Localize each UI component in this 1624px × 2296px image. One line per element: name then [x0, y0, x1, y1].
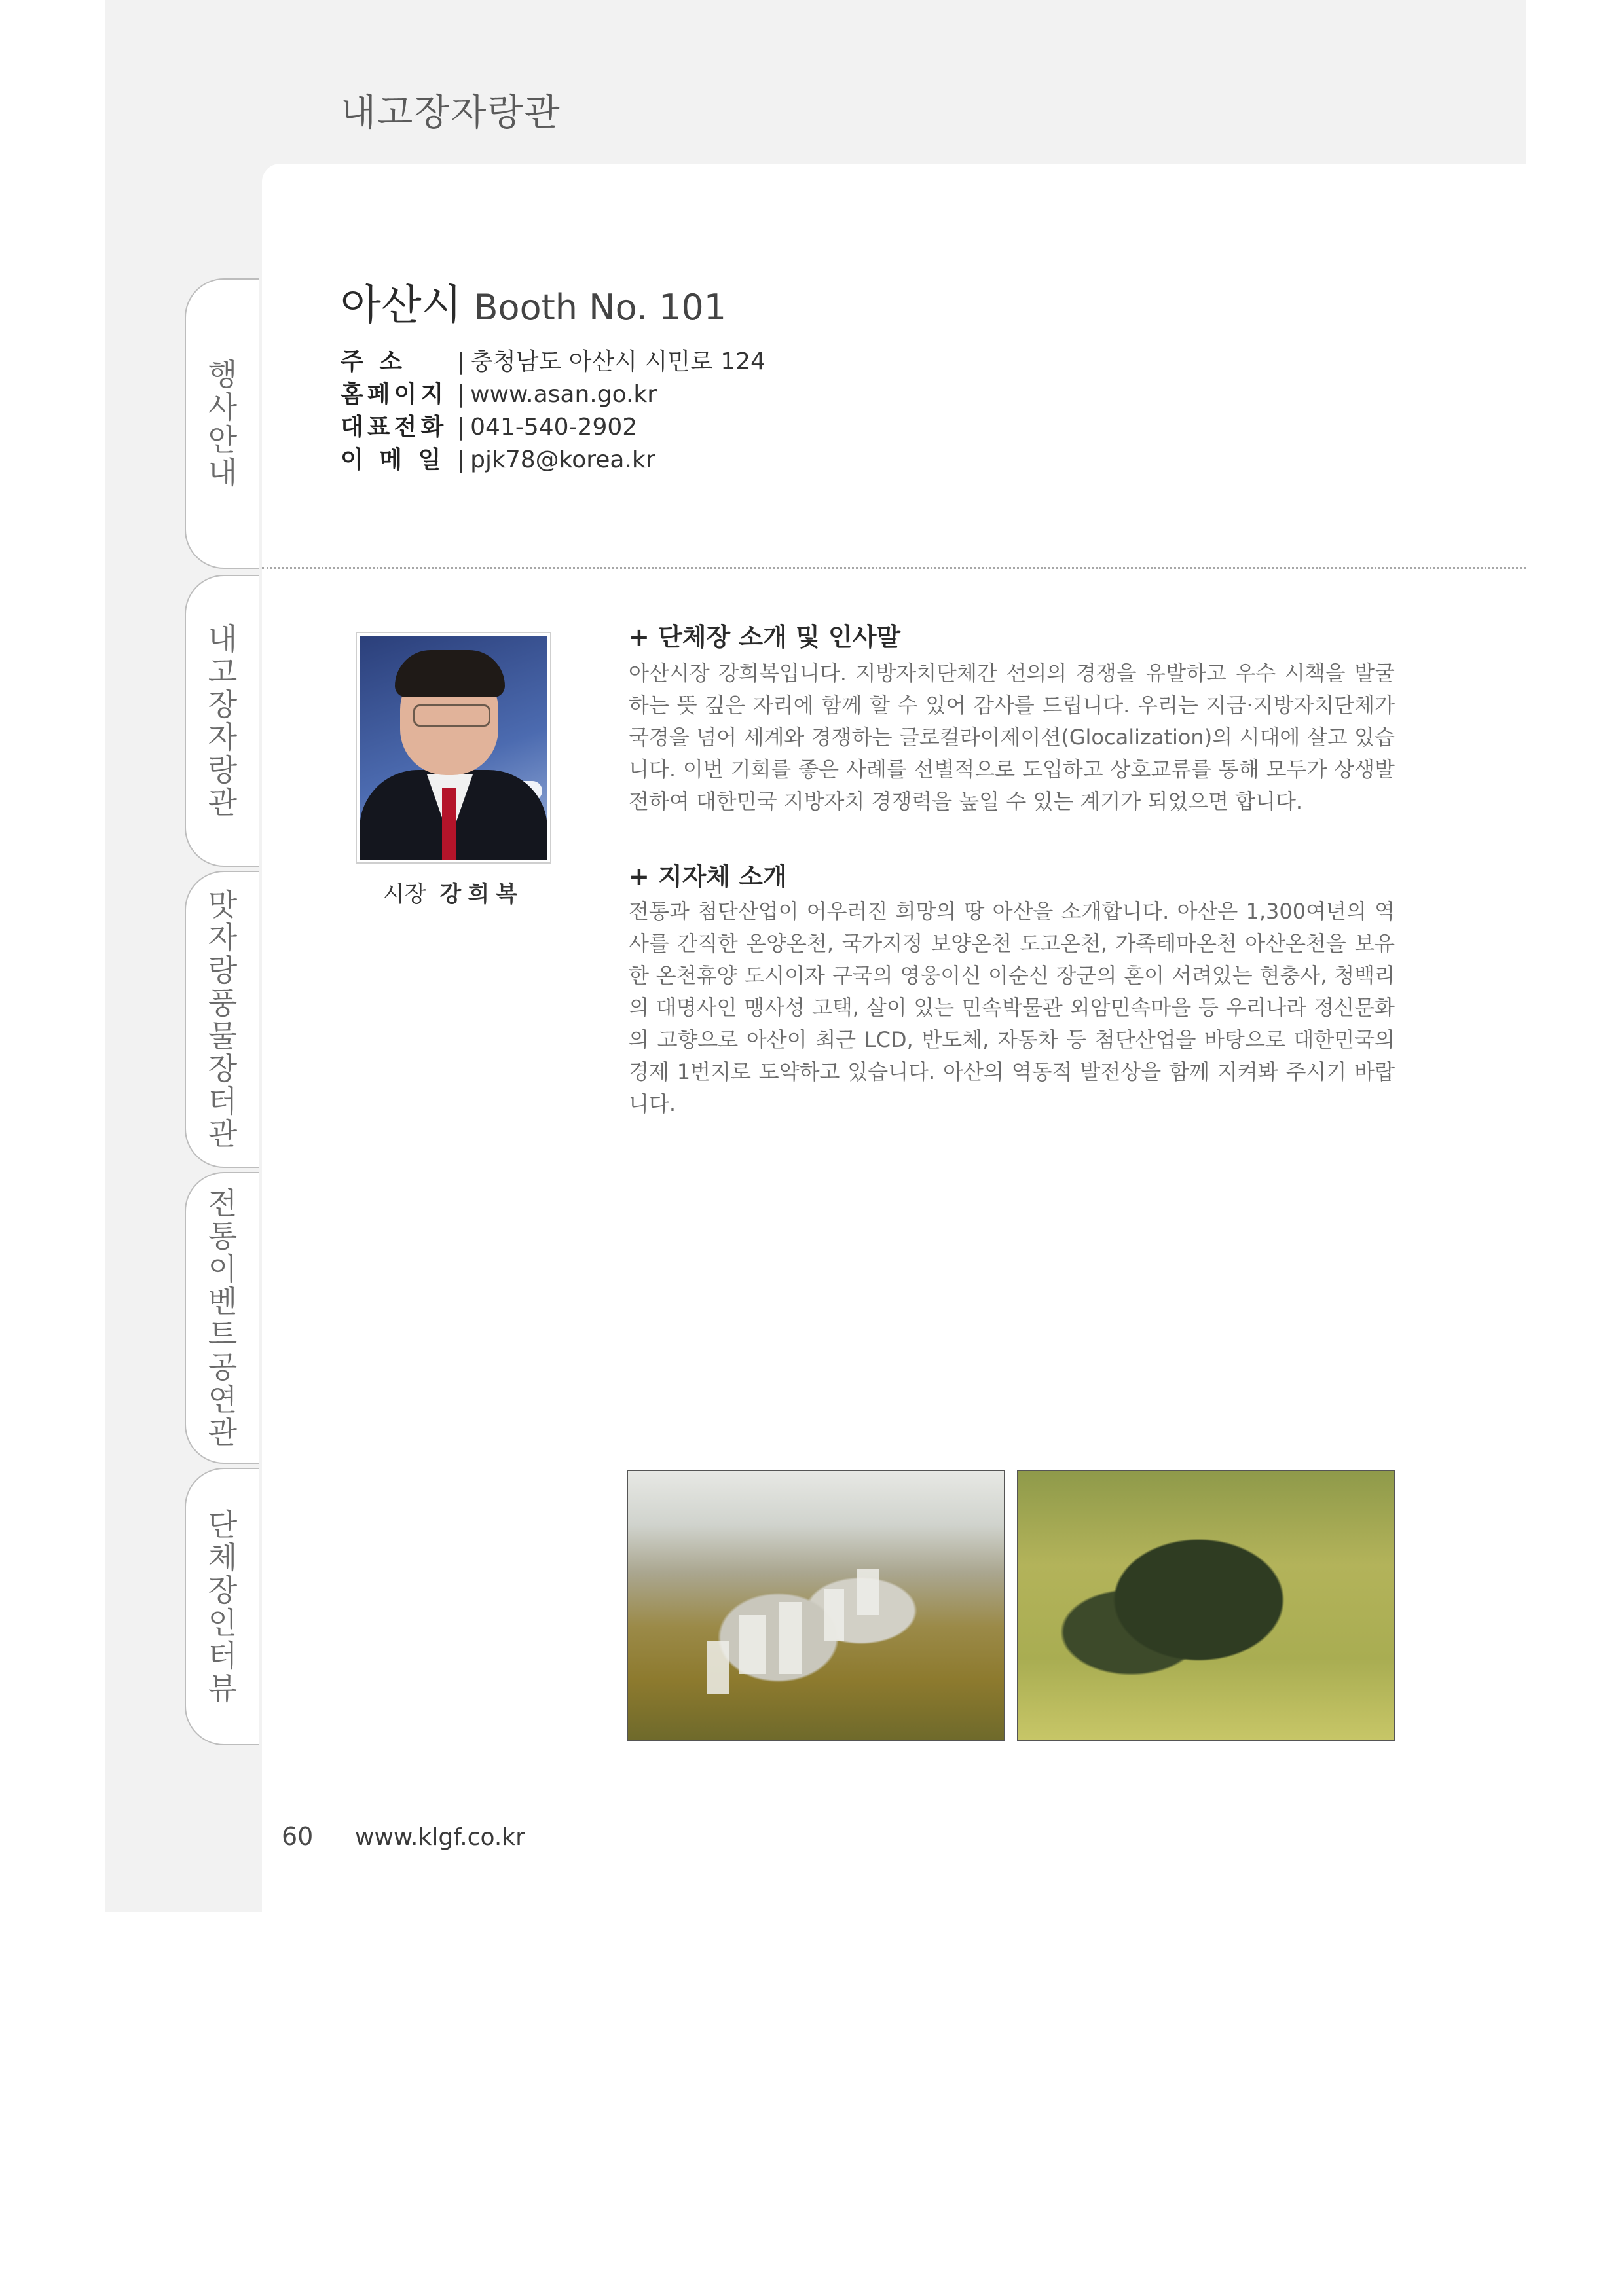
aerial-photo-folk-village	[1017, 1470, 1395, 1741]
tab-label	[208, 888, 237, 1150]
tab-label-char: 자	[208, 720, 238, 755]
phone-value: 041-540-2902	[470, 414, 638, 441]
mayor-title: 시장	[382, 881, 426, 907]
tab-label-char: 단	[208, 1507, 238, 1542]
section-header: 내고장자랑관	[341, 92, 561, 134]
greeting-text: 아산시장 강희복입니다. 지방자치단체간 선의의 경쟁을 유발하고 우수 시책을 발굴하는 뜻 깊은 자리에 함께 할 수 있어 감사를 드립니다. 우리는 지금·지방자치단체가 국경을 넘어 세계와 경쟁하는 글로컬라이제이션(Glocalization)의 시대에 살고 있습니다. 이번 기회를 좋은 사례를 선별적으로 도입하고 상호교류를 통해 모두가 상생발전하여 대한민국 지방자치 경쟁력을 높일 수 있는 계기가 되었으면 합니다.	[629, 661, 1395, 814]
tab-label-char: 장	[208, 687, 238, 722]
tab-label-char: 내	[208, 621, 238, 657]
info-row-homepage: 홈페이지 | www.asan.go.kr	[341, 378, 766, 411]
dotted-divider	[262, 567, 1526, 569]
info-row-email: 이 메 일 | pjk78@korea.kr	[341, 444, 766, 477]
page-number: 60	[282, 1822, 314, 1851]
tab-label-char: 체	[208, 1540, 238, 1575]
tab-label-char: 랑	[208, 953, 238, 988]
booth-title	[341, 272, 726, 332]
tab-label-char: 전	[208, 1186, 238, 1221]
contact-info	[341, 346, 766, 477]
tab-label	[208, 1508, 237, 1705]
mayor-caption	[356, 876, 551, 908]
info-row-phone: 대표전화 | 041-540-2902	[341, 411, 766, 444]
tab-label-char: 트	[208, 1317, 238, 1352]
tab-label-char: 랑	[208, 752, 238, 788]
tab-label-char: 이	[208, 1251, 238, 1286]
city-name: 아산시	[341, 282, 462, 330]
email-link[interactable]: pjk78@korea.kr	[470, 446, 655, 473]
tab-label-char: 맛	[208, 887, 238, 922]
tab-label-char: 관	[208, 1116, 238, 1152]
tab-label-char: 벤	[208, 1284, 238, 1319]
tab-label-char: 터	[208, 1084, 238, 1119]
info-row-address: 주 소 | 충청남도 아산시 시민로 124	[341, 346, 766, 378]
tab-label-char: 관	[208, 785, 238, 820]
footer-website[interactable]: www.klgf.co.kr	[355, 1824, 525, 1851]
tab-label-char: 인	[208, 1605, 238, 1641]
tab-hometown-pride[interactable]	[185, 575, 259, 867]
tab-label	[208, 1187, 237, 1449]
intro-text: 전통과 첨단산업이 어우러진 희망의 땅 아산을 소개합니다. 아산은 1,300여년의 역사를 간직한 온양온천, 국가지정 보양온천 도고온천, 가족테마온천 아산온천을 보유한 온천휴양 도시이자 구국의 영웅이신 이순신 장군의 혼이 서려있는 현충사, 청백리의 대명사인 맹사성 고택, 살이 있는 민속박물관 외암민속마을 등 우리나라 정신문화의 고향으로 아산이 최근 LCD, 반도체, 자동차 등 첨단산업을 바탕으로 대한민국의 경제 1번지로 도약하고 있습니다. 아산의 역동적 발전상을 함께 지켜봐 주시기 바랍니다.	[629, 899, 1395, 1116]
tab-label-char: 관	[208, 1415, 238, 1450]
mayor-name: 강희복	[439, 881, 525, 907]
aerial-photo-city	[627, 1470, 1005, 1741]
tab-label	[208, 358, 237, 489]
tab-label-char: 풍	[208, 985, 238, 1021]
address-value: 충청남도 아산시 시민로 124	[470, 348, 766, 375]
tab-label-char: 연	[208, 1382, 238, 1417]
tab-label-char: 행	[208, 357, 238, 392]
tab-label-char: 물	[208, 1018, 238, 1053]
tab-label-char: 터	[208, 1638, 238, 1673]
tab-label-char: 사	[208, 390, 238, 425]
greeting-heading: + 단체장 소개 및 인사말	[629, 623, 901, 651]
tab-label-char: 뷰	[208, 1671, 238, 1706]
mayor-photo	[356, 632, 551, 864]
tab-label-char: 통	[208, 1218, 238, 1254]
tab-label-char: 공	[208, 1349, 238, 1385]
tab-label-char: 안	[208, 422, 238, 458]
tab-label-char: 고	[208, 654, 238, 689]
tab-label-char: 내	[208, 455, 238, 490]
tab-food-market[interactable]	[185, 871, 259, 1168]
booth-number: Booth No. 101	[473, 287, 727, 328]
tab-event-info[interactable]	[185, 278, 259, 569]
tab-traditional-event[interactable]	[185, 1172, 259, 1464]
tab-label-char: 장	[208, 1051, 238, 1086]
tab-label-char: 장	[208, 1573, 238, 1608]
tab-label	[208, 623, 237, 819]
tab-label-char: 자	[208, 920, 238, 955]
intro-heading: + 지자체 소개	[629, 862, 787, 891]
homepage-link[interactable]: www.asan.go.kr	[470, 381, 657, 408]
tab-leader-interview[interactable]	[185, 1468, 259, 1745]
